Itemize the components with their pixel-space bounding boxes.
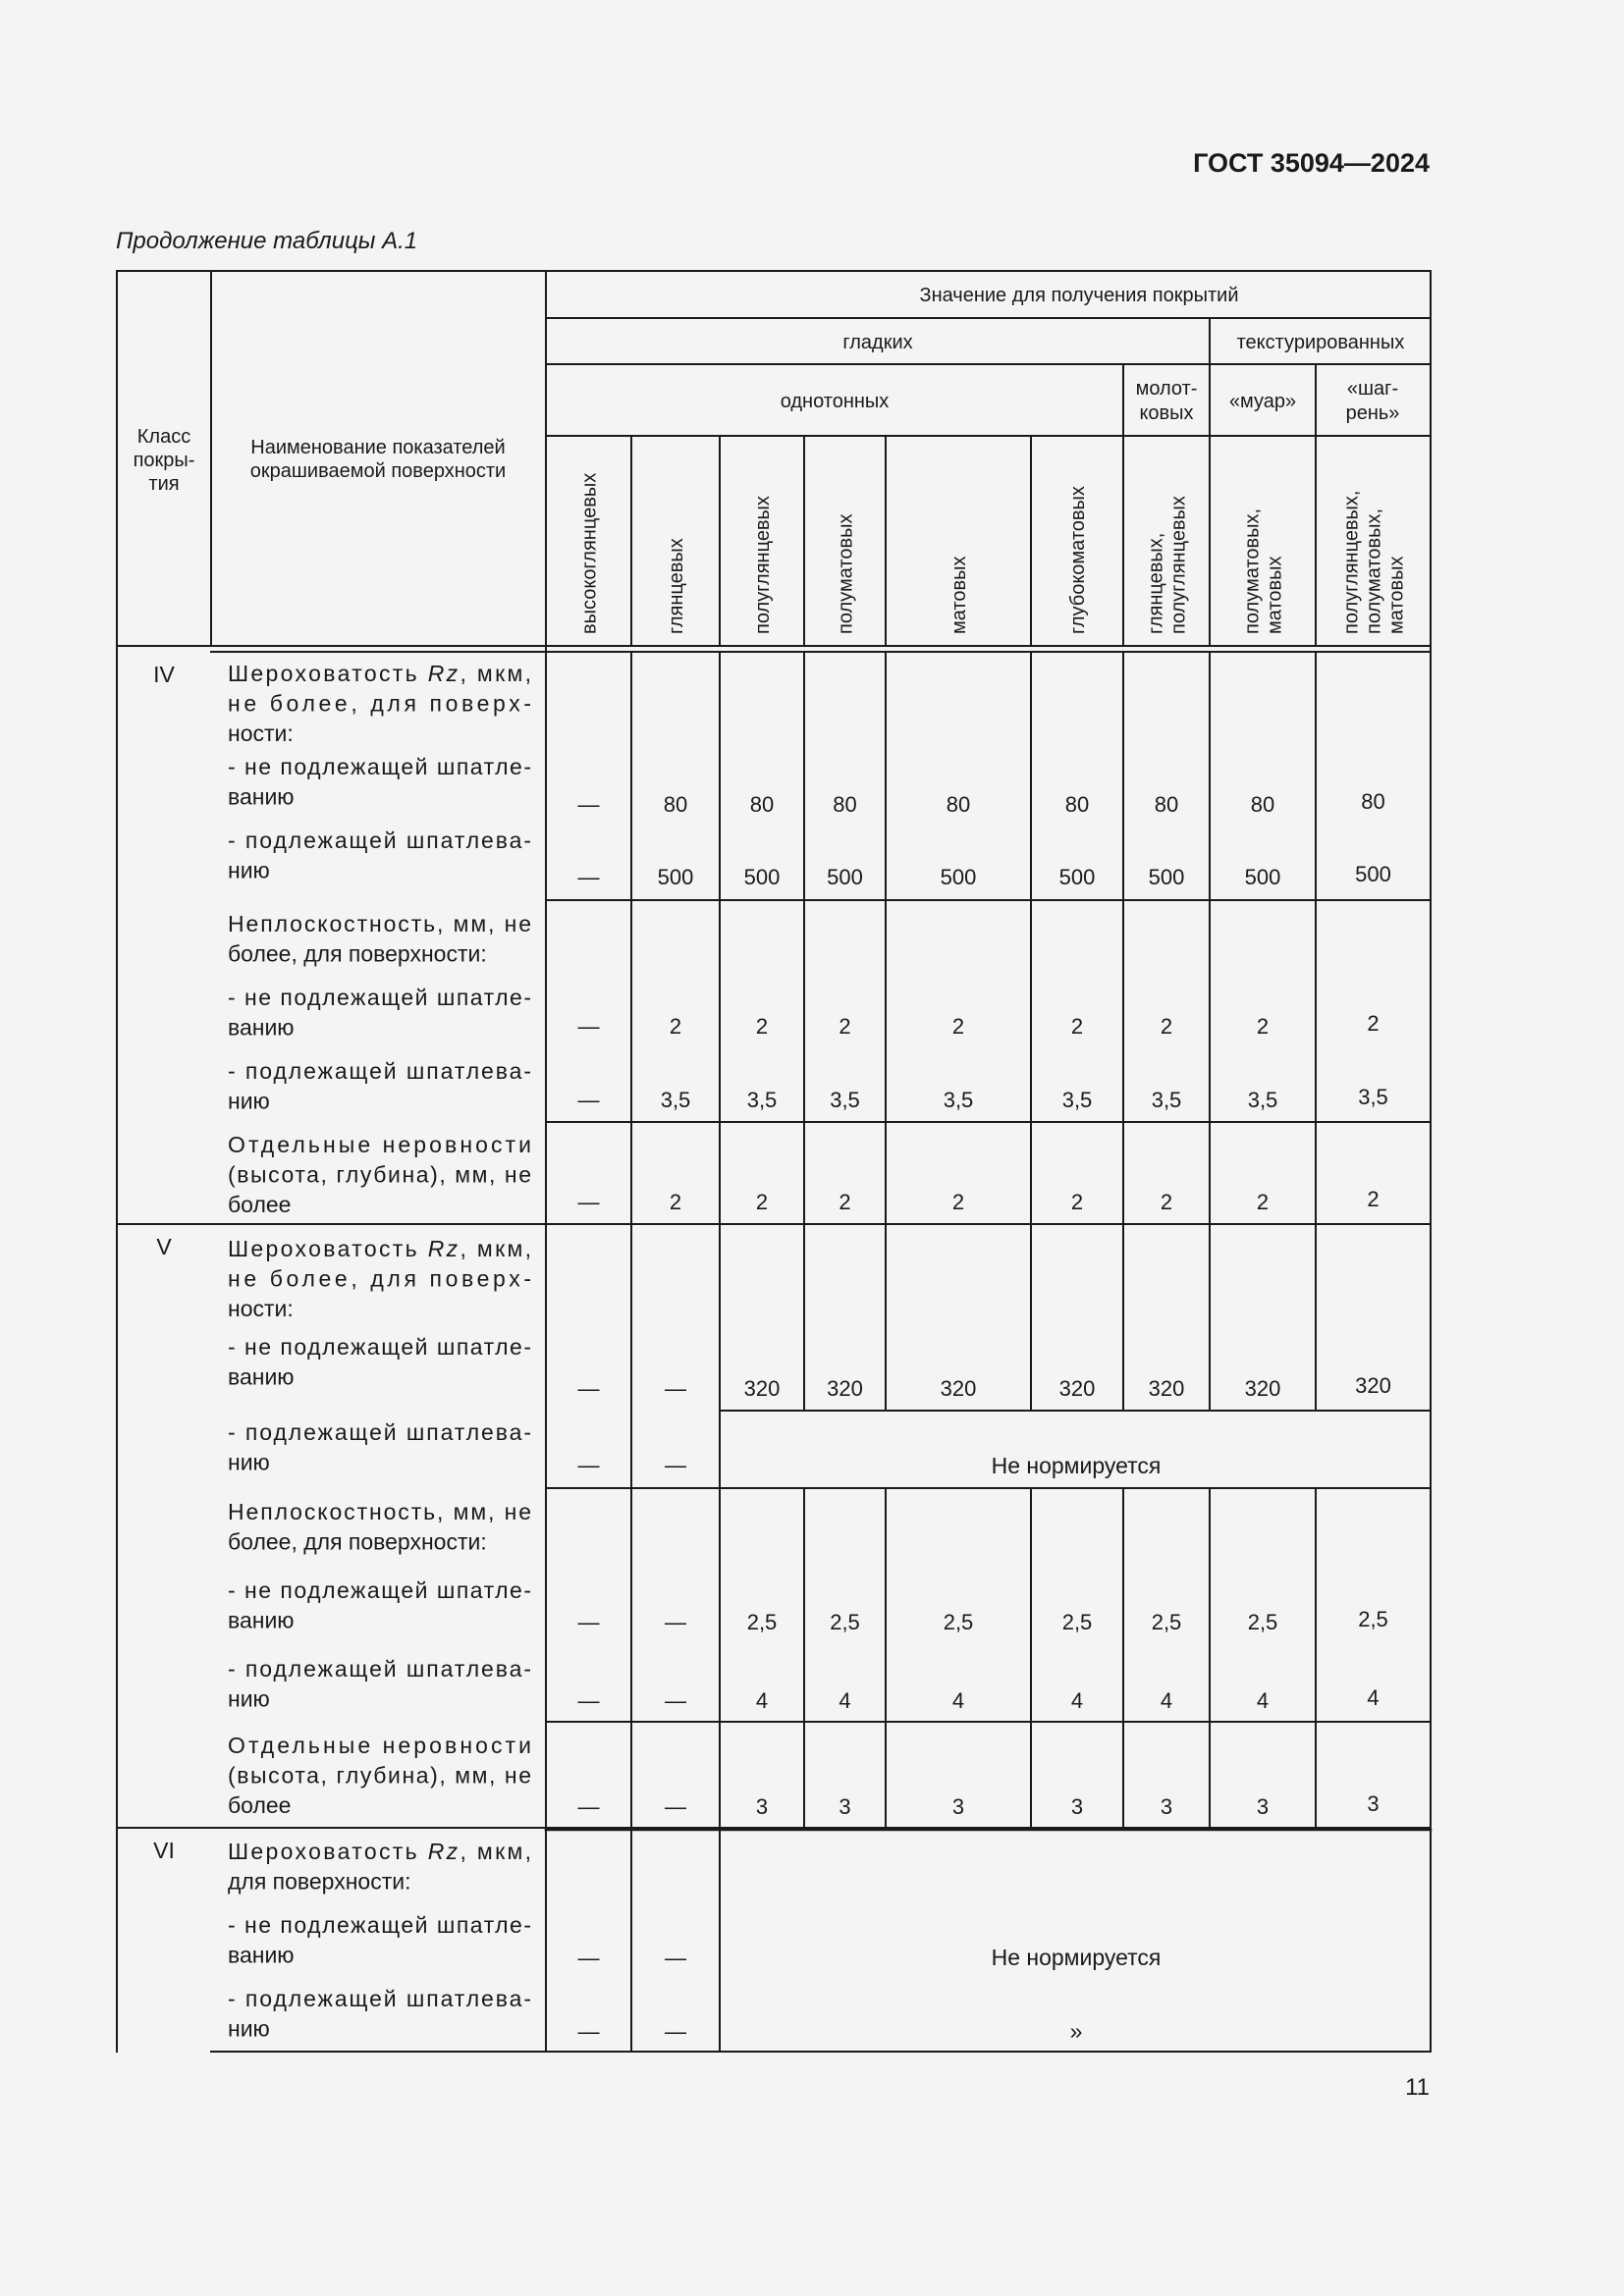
indicator-text: - не подлежащей шпатле- <box>228 754 531 779</box>
indicator-text: Шероховатость Rz , мкм, <box>228 1236 531 1261</box>
value-cell: 3,5 <box>943 1088 974 1112</box>
header-shagreen-group: «шаг- <box>1346 378 1399 400</box>
value-cell: — <box>577 1794 600 1819</box>
value-cell: 80 <box>1361 789 1385 814</box>
column-header: полуглянцевых <box>752 496 774 634</box>
header-plain-group: однотонных <box>780 391 890 412</box>
value-cell: 2,5 <box>1151 1610 1182 1634</box>
header-values-group: Значение для получения покрытий <box>919 285 1239 306</box>
column-header: матовых <box>948 556 970 634</box>
value-cell: 4 <box>755 1688 769 1713</box>
value-cell: 80 <box>946 792 971 817</box>
indicator-text: более <box>228 1792 292 1818</box>
value-cell: 500 <box>1244 865 1281 889</box>
indicator-text: ности: <box>228 721 294 746</box>
indicator-text: Неплоскостность, мм, не <box>228 911 531 936</box>
indicator-text: ванию <box>228 1363 295 1390</box>
value-cell: 3 <box>1256 1794 1270 1819</box>
indicator-text: (высота, глубина), мм, не <box>228 1762 531 1789</box>
indicator-text: - подлежащей шпатлева- <box>228 1419 531 1445</box>
value-cell: — <box>577 792 600 817</box>
value-cell: — <box>665 1610 686 1634</box>
value-cell: 2 <box>1160 1190 1173 1214</box>
page-number: 11 <box>1405 2074 1430 2101</box>
indicator-text: для поверхности: <box>228 1868 411 1895</box>
value-cell: 320 <box>1058 1376 1096 1401</box>
indicator-text: ванию <box>228 1014 295 1041</box>
value-cell: 80 <box>833 792 857 817</box>
value-cell: 320 <box>940 1376 977 1401</box>
value-cell: 80 <box>1250 792 1275 817</box>
value-cell: 2 <box>669 1190 682 1214</box>
value-cell: 4 <box>951 1688 965 1713</box>
merged-not-normed: Не нормируется <box>991 1945 1162 1970</box>
value-cell: 3 <box>1160 1794 1173 1819</box>
value-cell: 4 <box>1256 1688 1270 1713</box>
indicator-text: - не подлежащей шпатле- <box>228 1912 531 1938</box>
indicator-text: - подлежащей шпатлева- <box>228 1656 531 1682</box>
header-textured-group: текстурированных <box>1236 332 1405 353</box>
value-cell: 80 <box>1154 792 1179 817</box>
value-cell: — <box>577 1190 600 1214</box>
value-cell: 3,5 <box>660 1088 691 1112</box>
standard-number: ГОСТ 35094—2024 <box>1193 148 1430 178</box>
value-cell: 4 <box>1160 1688 1173 1713</box>
value-cell: 3 <box>1070 1794 1084 1819</box>
value-cell: 80 <box>1064 792 1090 817</box>
value-cell: 2 <box>1256 1190 1270 1214</box>
value-cell: 3 <box>1367 1791 1380 1816</box>
indicator-text: нию <box>228 1088 270 1114</box>
value-cell: 2 <box>1070 1014 1084 1039</box>
indicator-text: ванию <box>228 783 295 810</box>
value-cell: 2 <box>951 1014 965 1039</box>
value-cell: — <box>577 1014 600 1039</box>
value-cell: 2 <box>1160 1014 1173 1039</box>
indicator-text: - не подлежащей шпатле- <box>228 1334 531 1360</box>
indicator-text: - подлежащей шпатлева- <box>228 1986 531 2011</box>
class-label: IV <box>153 662 175 687</box>
value-cell: 3,5 <box>1247 1088 1278 1112</box>
indicator-text: нию <box>228 1449 270 1475</box>
value-cell: 3 <box>951 1794 965 1819</box>
value-cell: 2 <box>1256 1014 1270 1039</box>
value-cell: 2 <box>1367 1011 1380 1036</box>
value-cell: — <box>665 1453 686 1477</box>
column-header: полуматовых, <box>1363 507 1385 634</box>
value-cell: 2,5 <box>1061 1610 1093 1634</box>
class-label: VI <box>153 1838 175 1863</box>
value-cell: 4 <box>1070 1688 1084 1713</box>
value-cell: 2,5 <box>1247 1610 1278 1634</box>
value-cell: 4 <box>1367 1685 1380 1710</box>
indicator-text: ности: <box>228 1296 294 1321</box>
indicator-text: нию <box>228 857 270 883</box>
value-cell: — <box>665 1946 686 1970</box>
value-cell: — <box>577 1376 600 1401</box>
indicator-text: не более, для поверх- <box>228 690 531 717</box>
column-header: глянцевых, <box>1145 532 1167 634</box>
column-header: глубокоматовых <box>1067 486 1089 634</box>
value-cell: 3,5 <box>1061 1088 1093 1112</box>
value-cell: 2 <box>839 1014 851 1039</box>
value-cell: 320 <box>1148 1376 1185 1401</box>
indicator-text: (высота, глубина), мм, не <box>228 1161 531 1188</box>
indicator-text: более <box>228 1192 292 1217</box>
column-header: полуматовых <box>835 513 857 634</box>
indicator-text: ванию <box>228 1942 295 1968</box>
header-class-label: тия <box>148 473 180 495</box>
column-header: высокоглянцевых <box>578 472 601 634</box>
column-header: полуглянцевых <box>1167 496 1190 634</box>
value-cell: 320 <box>743 1376 781 1401</box>
value-cell: 320 <box>827 1376 863 1401</box>
indicator-text: Отдельные неровности <box>228 1132 531 1157</box>
value-cell: 3 <box>839 1794 851 1819</box>
value-cell: 500 <box>743 865 781 889</box>
value-cell: 2 <box>1070 1190 1084 1214</box>
value-cell: 2 <box>669 1014 682 1039</box>
column-header: глянцевых <box>666 538 687 634</box>
indicator-text: ванию <box>228 1607 295 1633</box>
value-cell: — <box>665 1688 686 1713</box>
indicator-text: более, для поверхности: <box>228 1528 487 1555</box>
merged-not-normed: Не нормируется <box>991 1453 1162 1478</box>
header-class-label: покры- <box>133 450 195 471</box>
column-header: полуматовых, <box>1241 507 1264 634</box>
value-cell: 500 <box>1355 862 1391 886</box>
header-smooth-group: гладких <box>842 332 913 353</box>
indicator-text: более, для поверхности: <box>228 940 487 967</box>
value-cell: — <box>665 2019 686 2044</box>
value-cell: — <box>577 865 600 889</box>
indicator-text: Неплоскостность, мм, не <box>228 1499 531 1524</box>
value-cell: 2 <box>755 1014 769 1039</box>
column-header: полуглянцевых, <box>1340 490 1363 634</box>
value-cell: 2,5 <box>943 1610 974 1634</box>
value-cell: 320 <box>1244 1376 1281 1401</box>
value-cell: 500 <box>827 865 863 889</box>
header-moire-group: «муар» <box>1228 391 1297 412</box>
value-cell: — <box>577 1453 600 1477</box>
value-cell: 500 <box>1058 865 1096 889</box>
indicator-text: - подлежащей шпатлева- <box>228 1058 531 1084</box>
value-cell: 4 <box>839 1688 851 1713</box>
value-cell: — <box>665 1794 686 1819</box>
column-header: матовых <box>1385 556 1408 634</box>
header-indicator-label: Наименование показателей <box>250 437 506 458</box>
value-cell: 3,5 <box>1151 1088 1182 1112</box>
value-cell: — <box>577 1946 600 1970</box>
value-cell: 3,5 <box>1358 1085 1388 1109</box>
indicator-text: Шероховатость Rz , мкм, <box>228 1839 531 1864</box>
indicator-text: не более, для поверх- <box>228 1265 531 1292</box>
header-shagreen-group: рень» <box>1345 402 1400 424</box>
indicator-text: нию <box>228 2015 270 2042</box>
value-cell: — <box>577 1688 600 1713</box>
value-cell: 3,5 <box>746 1088 778 1112</box>
header-hammer-group: ковых <box>1139 402 1194 424</box>
value-cell: 80 <box>749 792 775 817</box>
value-cell: 3,5 <box>830 1088 860 1112</box>
value-cell: — <box>577 1610 600 1634</box>
class-label: V <box>156 1234 172 1259</box>
header-indicator-label: окрашиваемой поверхности <box>249 460 507 482</box>
value-cell: 2,5 <box>1358 1607 1388 1631</box>
header-class-label: Класс <box>136 426 191 448</box>
value-cell: 500 <box>1148 865 1185 889</box>
value-cell: 80 <box>663 792 688 817</box>
indicator-text: - не подлежащей шпатле- <box>228 1577 531 1603</box>
value-cell: 2 <box>1367 1187 1380 1211</box>
table-continuation-caption: Продолжение таблицы А.1 <box>116 228 418 254</box>
value-cell: 2 <box>951 1190 965 1214</box>
value-cell: — <box>665 1376 686 1401</box>
value-cell: 3 <box>755 1794 769 1819</box>
value-cell: — <box>577 1088 600 1112</box>
indicator-text: Шероховатость Rz , мкм, <box>228 661 531 686</box>
value-cell: 2 <box>839 1190 851 1214</box>
indicator-text: - подлежащей шпатлева- <box>228 828 531 853</box>
header-hammer-group: молот- <box>1135 378 1198 400</box>
value-cell: 2,5 <box>830 1610 860 1634</box>
value-cell: 2,5 <box>746 1610 778 1634</box>
column-header: матовых <box>1264 556 1286 634</box>
indicator-text: нию <box>228 1685 270 1712</box>
value-cell: 500 <box>940 865 977 889</box>
value-cell: 320 <box>1355 1373 1391 1398</box>
value-cell: 2 <box>755 1190 769 1214</box>
indicator-text: Отдельные неровности <box>228 1733 531 1758</box>
value-cell: — <box>577 2019 600 2044</box>
merged-ditto: » <box>1069 2018 1083 2044</box>
indicator-text: - не подлежащей шпатле- <box>228 985 531 1010</box>
value-cell: 500 <box>657 865 694 889</box>
